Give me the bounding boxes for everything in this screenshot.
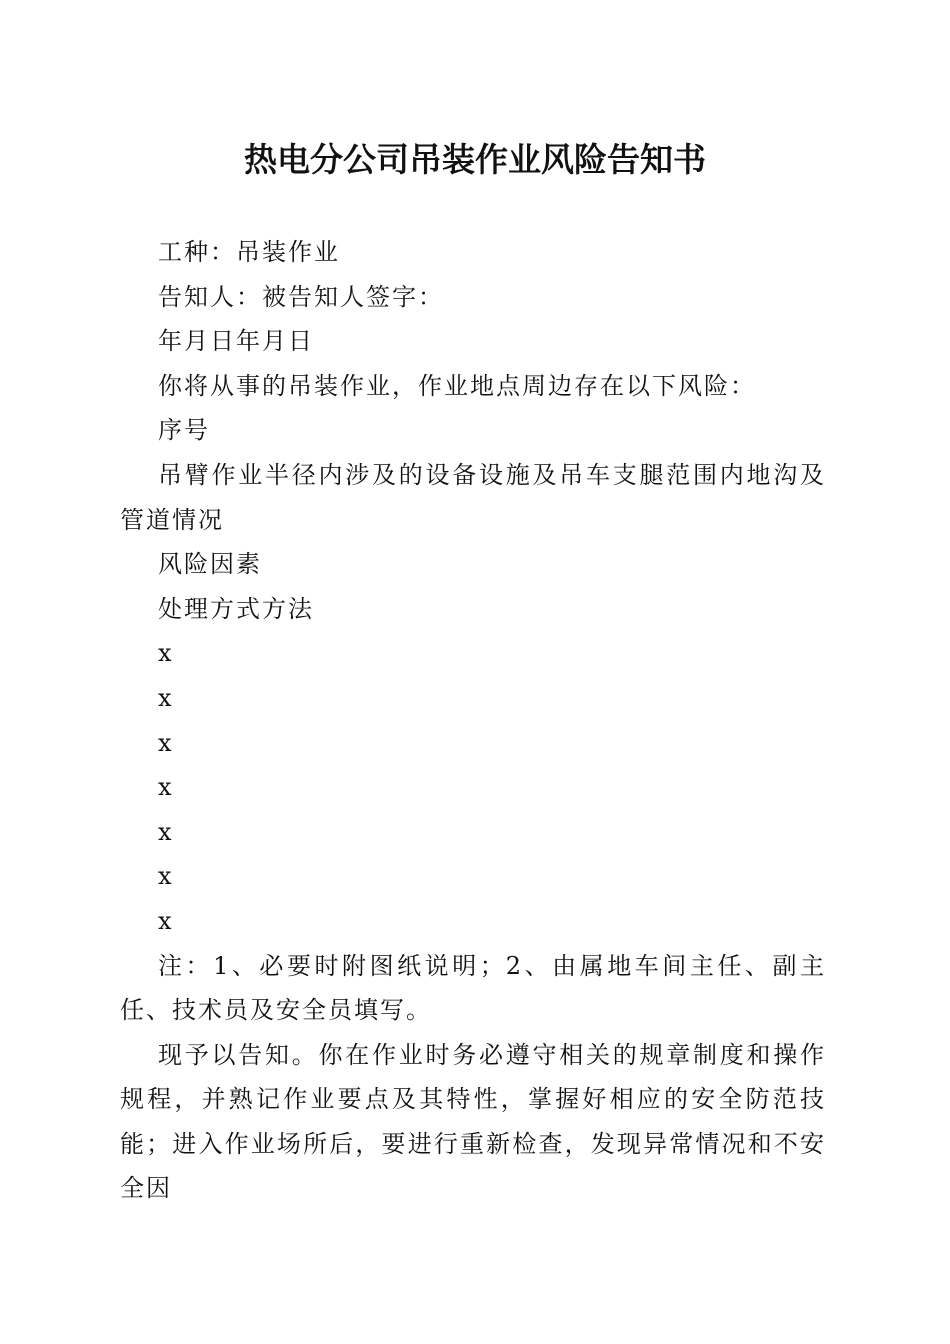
notifier-signature-line: 告知人：被告知人签字： bbox=[158, 282, 444, 311]
note-paragraph: 注：1、必要时附图纸说明；2、由属地车间主任、副主任、技术员及安全员填写。 bbox=[120, 951, 826, 1025]
placeholder-row: x bbox=[158, 683, 174, 712]
placeholder-row: x bbox=[158, 817, 174, 846]
work-type-line: 工种：吊装作业 bbox=[158, 238, 340, 266]
column-header-serial: 序号 bbox=[158, 416, 210, 445]
notice-paragraph: 现予以告知。你在作业时务必遵守相关的规章制度和操作规程，并熟记作业要点及其特性，掌握好相应的安全防范技能；进入作业场所后，要进行重新检查，发现异常情况和不安全因 bbox=[120, 1040, 826, 1203]
risk-intro-paragraph: 你将从事的吊装作业，作业地点周边存在以下风险： bbox=[158, 371, 756, 400]
placeholder-row: x bbox=[158, 906, 174, 935]
column-header-risk-factors: 风险因素 bbox=[158, 550, 262, 579]
document-body bbox=[120, 230, 826, 1211]
column-header-equipment: 吊臂作业半径内涉及的设备设施及吊车支腿范围内地沟及管道情况 bbox=[120, 460, 826, 534]
date-line: 年月日年月日 bbox=[158, 327, 314, 356]
document-title: 热电分公司吊装作业风险告知书 bbox=[244, 140, 706, 179]
placeholder-row: x bbox=[158, 773, 174, 802]
placeholder-row: x bbox=[158, 862, 174, 891]
column-header-handling-method: 处理方式方法 bbox=[158, 594, 314, 623]
placeholder-row: x bbox=[158, 639, 174, 668]
placeholder-row: x bbox=[158, 728, 174, 757]
